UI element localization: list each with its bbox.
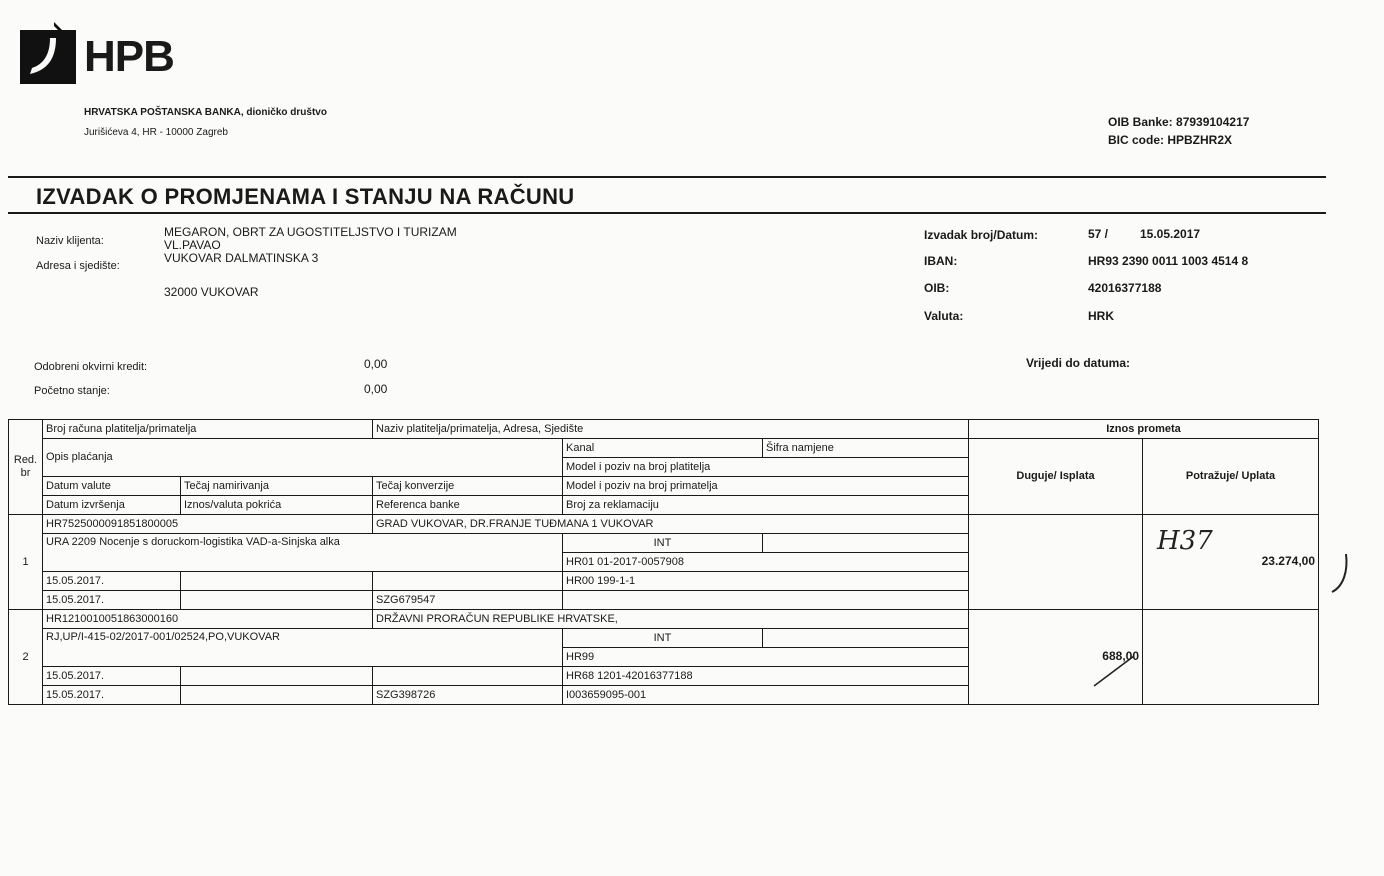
debit-amount: [969, 515, 1143, 610]
currency-label: Valuta:: [924, 309, 964, 323]
header-exchange-rate: Tečaj namirivanja: [181, 477, 373, 496]
bank-bic: BIC code: HPBZHR2X: [1108, 133, 1233, 147]
pen-tick-icon: [1328, 552, 1352, 598]
coverage: [181, 591, 373, 610]
credit-limit-value: 0,00: [364, 357, 388, 371]
header-bank-ref: Referenca banke: [373, 496, 563, 515]
model-recipient: HR68 1201-42016377188: [563, 667, 969, 686]
row-number: 2: [9, 610, 43, 705]
header-credit: Potražuje/ Uplata: [1143, 439, 1319, 515]
header-coverage: Iznos/valuta pokrića: [181, 496, 373, 515]
header-description: Opis plaćanja: [43, 439, 563, 477]
oib-label: OIB:: [924, 281, 950, 295]
header-red-br: Red. br: [9, 420, 43, 515]
document-title: IZVADAK O PROMJENAMA I STANJU NA RAČUNU: [36, 184, 575, 209]
model-recipient: HR00 199-1-1: [563, 572, 969, 591]
exchange-rate: [181, 667, 373, 686]
statement-date: 15.05.2017: [1140, 227, 1201, 241]
bank-address: Jurišićeva 4, HR - 10000 Zagreb: [84, 127, 228, 138]
payer-account: HR7525000091851800005: [43, 515, 373, 534]
header-payer-account: Broj računa platitelja/primatelja: [43, 420, 373, 439]
payment-description: URA 2209 Nocenje s doruckom-logistika VAD-a-Sinjska alka: [43, 534, 563, 572]
client-name: [164, 226, 457, 265]
start-balance-value: 0,00: [364, 382, 388, 396]
coverage: [181, 686, 373, 705]
table-row: [9, 515, 1319, 534]
top-rule: [8, 176, 1326, 178]
valid-until-label: Vrijedi do datuma:: [1026, 356, 1131, 370]
header-conversion-rate: Tečaj konverzije: [373, 477, 563, 496]
payer-name: GRAD VUKOVAR, DR.FRANJE TUĐMANA 1 VUKOVAR: [373, 515, 969, 534]
value-date: 15.05.2017.: [43, 667, 181, 686]
header-turnover: Iznos prometa: [969, 420, 1319, 439]
credit-amount: [1143, 610, 1319, 705]
header-model-payer: Model i poziv na broj platitelja: [563, 458, 969, 477]
purpose-code: [763, 629, 969, 648]
start-balance-label: Početno stanje:: [34, 385, 110, 397]
client-address-line1: VUKOVAR DALMATINSKA 3: [164, 251, 319, 265]
header-complaint-no: Broj za reklamaciju: [563, 496, 969, 515]
client-name-line2: VL.PAVAO: [164, 238, 221, 252]
debit-cell: [969, 610, 1143, 705]
conversion-rate: [373, 572, 563, 591]
credit-amount: 23.274,00: [1261, 554, 1315, 568]
statement-number-label: Izvadak broj/Datum:: [924, 228, 1039, 242]
purpose-code: [763, 534, 969, 553]
header-channel: Kanal: [563, 439, 763, 458]
transactions-table: [8, 419, 1319, 705]
value-date: 15.05.2017.: [43, 572, 181, 591]
bank-logo-text: HPB: [84, 32, 174, 81]
channel: INT: [563, 629, 763, 648]
channel: INT: [563, 534, 763, 553]
header-payer-name: Naziv platitelja/primatelja, Adresa, Sjedište: [373, 420, 969, 439]
table-row: [9, 610, 1319, 629]
execution-date: 15.05.2017.: [43, 686, 181, 705]
header-execution-date: Datum izvršenja: [43, 496, 181, 515]
complaint-no: I003659095-001: [563, 686, 969, 705]
bank-logo-icon: [20, 18, 76, 84]
header-row-2: [9, 439, 1319, 458]
bottom-rule: [8, 212, 1326, 214]
bank-name: HRVATSKA POŠTANSKA BANKA, dioničko društvo: [84, 107, 327, 118]
iban-label: IBAN:: [924, 254, 958, 268]
exchange-rate: [181, 572, 373, 591]
model-payer: HR99: [563, 648, 969, 667]
client-address-line2: 32000 VUKOVAR: [164, 285, 259, 299]
debit-amount: 688,00: [1102, 649, 1139, 663]
oib-value: 42016377188: [1088, 281, 1162, 295]
header-value-date: Datum valute: [43, 477, 181, 496]
page-cutoff: [0, 712, 1384, 876]
payer-name: DRŽAVNI PRORAČUN REPUBLIKE HRVATSKE,: [373, 610, 969, 629]
header-purpose-code: Šifra namjene: [763, 439, 969, 458]
credit-cell: [1143, 515, 1319, 610]
header-row-1: [9, 420, 1319, 439]
model-payer: HR01 01-2017-0057908: [563, 553, 969, 572]
row-number: 1: [9, 515, 43, 610]
statement-number: 57 /: [1088, 227, 1109, 241]
client-address-label: Adresa i sjedište:: [36, 260, 120, 272]
payer-account: HR1210010051863000160: [43, 610, 373, 629]
client-name-line1: MEGARON, OBRT ZA UGOSTITELJSTVO I TURIZAM: [164, 225, 457, 239]
complaint-no: [563, 591, 969, 610]
iban-value: HR93 2390 0011 1003 4514 8: [1088, 254, 1249, 268]
bank-oib: OIB Banke: 87939104217: [1108, 115, 1250, 129]
header-model-recipient: Model i poziv na broj primatelja: [563, 477, 969, 496]
bank-ref: SZG398726: [373, 686, 563, 705]
conversion-rate: [373, 667, 563, 686]
execution-date: 15.05.2017.: [43, 591, 181, 610]
bank-ref: SZG679547: [373, 591, 563, 610]
currency-value: HRK: [1088, 309, 1114, 323]
pen-check-mark-icon: [1090, 650, 1140, 690]
credit-limit-label: Odobreni okvirni kredit:: [34, 361, 148, 373]
handwritten-note: H37: [1157, 526, 1213, 556]
header-debit: Duguje/ Isplata: [969, 439, 1143, 515]
client-name-label: Naziv klijenta:: [36, 235, 104, 247]
payment-description: RJ,UP/I-415-02/2017-001/02524,PO,VUKOVAR: [43, 629, 563, 667]
